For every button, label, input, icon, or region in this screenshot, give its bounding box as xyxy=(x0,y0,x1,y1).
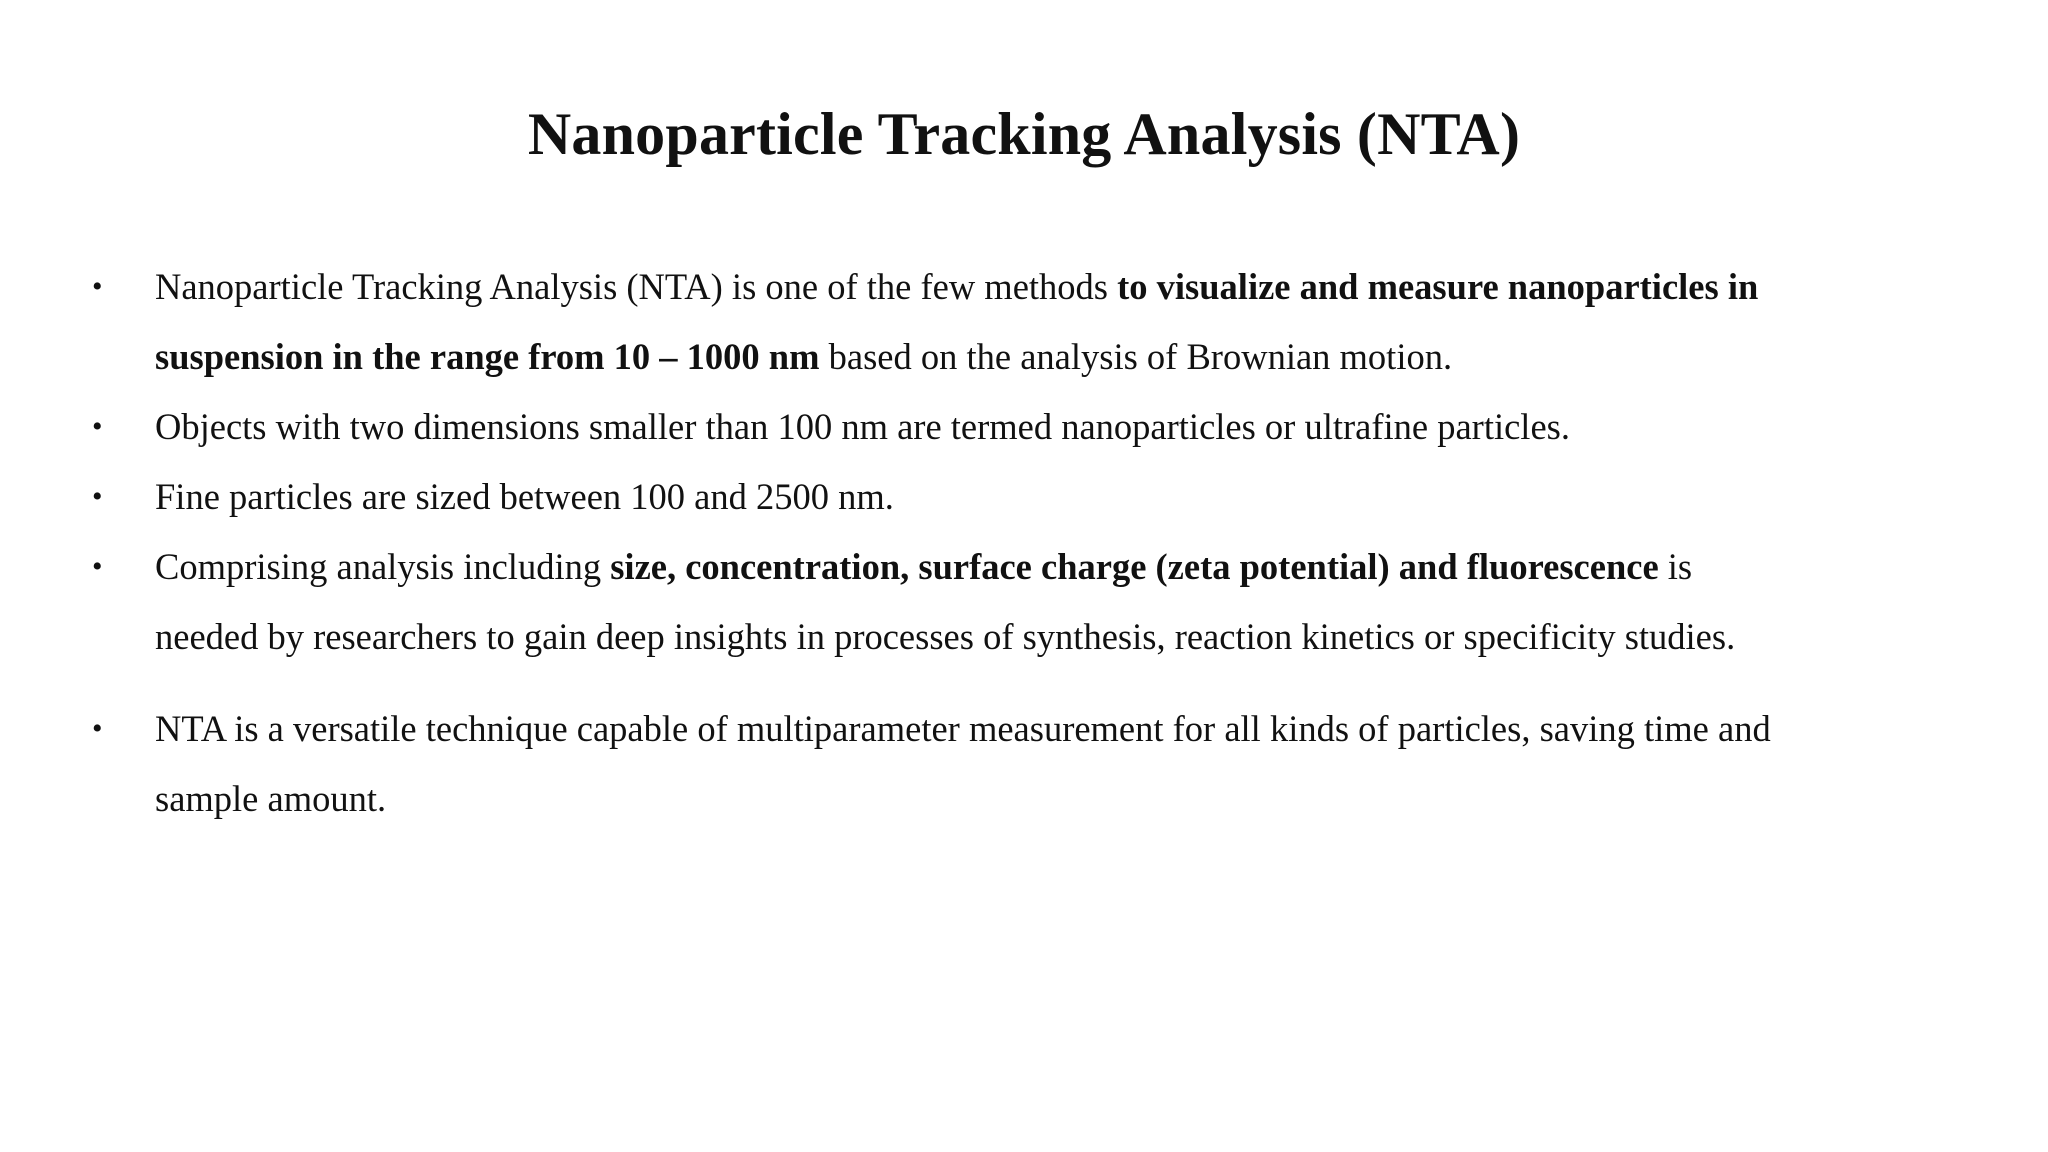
bullet-marker: • xyxy=(92,410,103,443)
bullet-item-comprising-analysis xyxy=(92,532,1992,672)
bullet-item-versatile-technique xyxy=(92,694,1992,834)
text-span: is xyxy=(1658,546,1693,587)
bullet-line xyxy=(155,532,1992,602)
bullet-line: needed by researchers to gain deep insights in processes of synthesis, reaction kinetics or specificity studies. xyxy=(155,616,1736,657)
bold-text-span: suspension in the range from 10 – 1000 nm xyxy=(155,336,820,377)
bullet-marker: • xyxy=(92,270,103,303)
bullet-line: Fine particles are sized between 100 and 2500 nm. xyxy=(155,476,894,517)
text-span: based on the analysis of Brownian motion. xyxy=(819,336,1453,377)
bullet-line xyxy=(155,252,1992,322)
bullet-marker: • xyxy=(92,550,103,583)
text-span: Nanoparticle Tracking Analysis (NTA) is one of the few methods xyxy=(155,266,1118,307)
bullet-line: sample amount. xyxy=(155,778,387,819)
bullet-line: Objects with two dimensions smaller than 100 nm are termed nanoparticles or ultrafine particles. xyxy=(155,406,1570,447)
bold-text-span: size, concentration, surface charge (zeta potential) and fluorescence xyxy=(610,546,1659,587)
text-span: Comprising analysis including xyxy=(155,546,611,587)
bullet-line xyxy=(155,322,1992,392)
bullet-item-fine-particles xyxy=(92,462,1992,532)
bold-text-span: to visualize and measure nanoparticles in xyxy=(1117,266,1759,307)
bullet-list xyxy=(92,252,1992,834)
bullet-marker: • xyxy=(92,480,103,513)
slide-title: Nanoparticle Tracking Analysis (NTA) xyxy=(527,101,1521,167)
bullet-item-nanoparticle-size xyxy=(92,392,1992,462)
bullet-item-nta-definition xyxy=(92,252,1992,392)
bullet-marker: • xyxy=(92,712,103,745)
bullet-line: NTA is a versatile technique capable of multiparameter measurement for all kinds of particles, saving time and xyxy=(155,708,1771,749)
